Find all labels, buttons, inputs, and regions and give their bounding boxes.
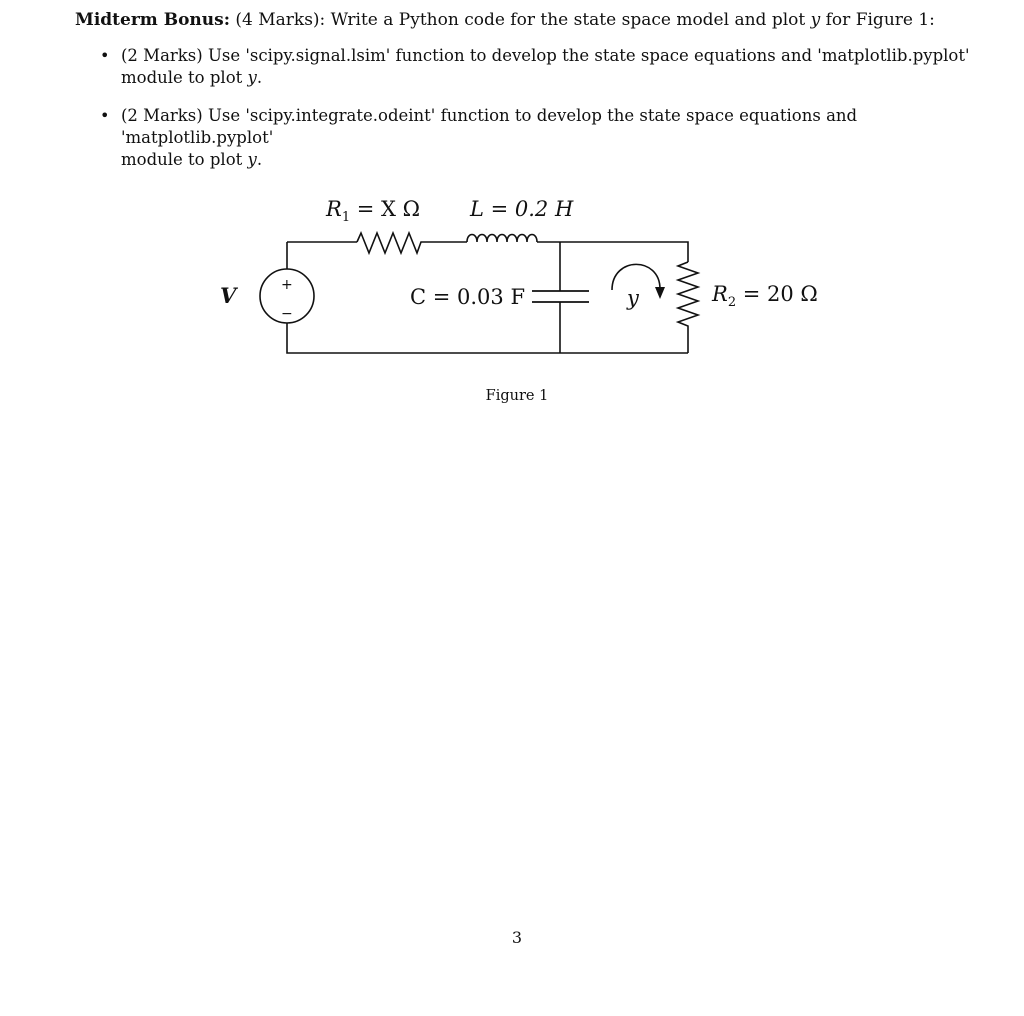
bullet-dot: • bbox=[100, 106, 110, 125]
l-label: L = 0.2 H bbox=[470, 197, 574, 221]
capacitor-c bbox=[532, 291, 589, 302]
source-label: V bbox=[220, 283, 237, 308]
r2-value: = 20 Ω bbox=[736, 282, 818, 306]
c-label: C = 0.03 F bbox=[410, 285, 526, 309]
svg-text:R1 = X Ω bbox=[325, 197, 420, 225]
circuit-figure bbox=[0, 0, 1024, 420]
task-line2: module to plot bbox=[121, 68, 243, 87]
r1-label: R bbox=[326, 197, 342, 221]
loop-arrowhead bbox=[655, 287, 665, 299]
minus-sign: − bbox=[281, 306, 293, 322]
figure-caption: Figure 1 bbox=[485, 388, 549, 404]
svg-text:R2 = 20 Ω bbox=[711, 282, 818, 310]
heading-text: (4 Marks): Write a Python code for the state space model and plot bbox=[235, 10, 806, 30]
heading-bold: Midterm Bonus: bbox=[75, 10, 230, 30]
page-number: 3 bbox=[511, 928, 523, 947]
task-var: y bbox=[247, 68, 257, 87]
task-end: . bbox=[256, 150, 263, 169]
r2-sub: 2 bbox=[727, 295, 737, 310]
bullet-dot: • bbox=[100, 46, 110, 65]
plus-sign: + bbox=[281, 277, 293, 293]
circuit-diagram bbox=[0, 0, 1024, 420]
task-var: y bbox=[247, 150, 257, 169]
task-line1: (2 Marks) Use 'scipy.integrate.odeint' function to develop the state space equations and 'matplotlib.pyplot' bbox=[121, 106, 858, 147]
r1-value: = X Ω bbox=[350, 197, 421, 221]
r2-label: R bbox=[712, 282, 728, 306]
heading-tail: for Figure 1: bbox=[825, 10, 935, 30]
task-line2: module to plot bbox=[121, 150, 243, 169]
task-end: . bbox=[256, 68, 263, 87]
loop-label: y bbox=[627, 286, 639, 310]
heading-var: y bbox=[810, 10, 821, 30]
resistor-r1 bbox=[357, 233, 467, 253]
task-line1: (2 Marks) Use 'scipy.signal.lsim' function to develop the state space equations and 'matplotlib.pyplot' bbox=[121, 46, 970, 65]
resistor-r2 bbox=[678, 262, 698, 353]
r1-sub: 1 bbox=[341, 210, 351, 225]
inductor-l bbox=[467, 235, 537, 243]
